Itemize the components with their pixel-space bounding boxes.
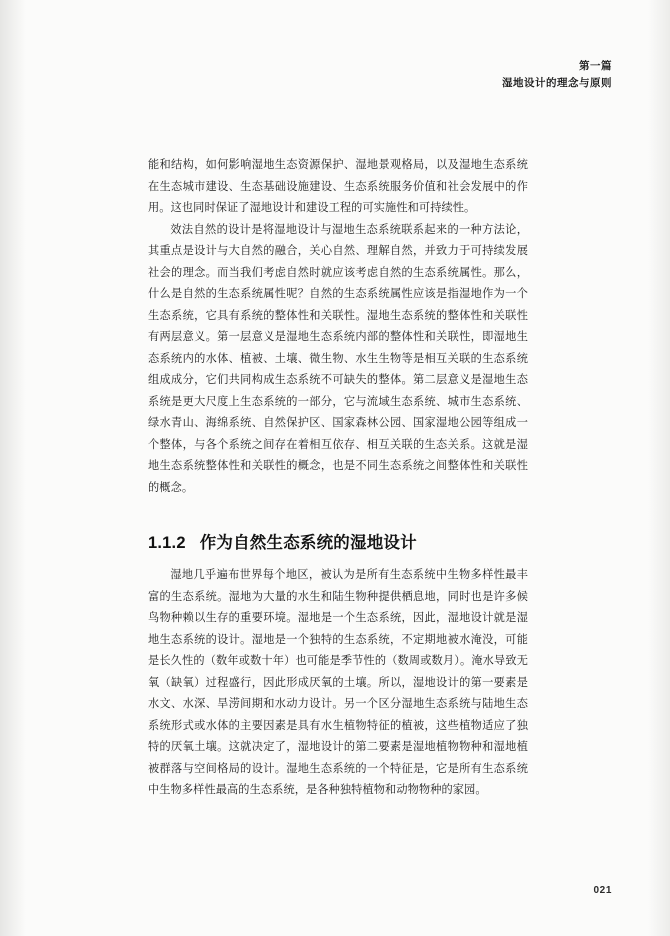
section-number: 1.1.2: [148, 534, 186, 552]
paragraph-nature-design: 效法自然的设计是将湿地设计与湿地生态系统联系起来的一种方法论，其重点是设计与大自然的融合，关心自然、理解自然，并致力于可持续发展社会的理念。而当我们考虑自然时就应该考虑自然的生态系统属性。那么，什么是自然的生态系统属性呢？自然的生态系统属性应该是指湿地作为一个生态系统，它具有系统的整体性和关联性。湿地生态系统的整体性和关联性有两层意义。第一层意义是湿地生态系统内部的整体性和关联性，即湿地生态系统内的水体、植被、土壤、微生物、水生生物等是相互关联的生态系统组成成分，它们共同构成生态系统不可缺失的整体。第二层意义是湿地生态系统是更大尺度上生态系统的一部分，它与流域生态系统、城市生态系统、绿水青山、海绵系统、自然保护区、国家森林公园、国家湿地公园等组成一个整体，与各个系统之间存在着相互依存、相互关联的生态关系。这就是湿地生态系统整体性和关联性的概念，也是不同生态系统之间整体性和关联性的概念。: [148, 223, 528, 494]
running-head: [502, 58, 612, 93]
page-number: 021: [593, 885, 612, 896]
running-head-part-label: 第一篇: [579, 60, 612, 72]
running-head-chapter-label: 湿地设计的理念与原则: [502, 77, 612, 90]
paragraph-continuation: 能和结构，如何影响湿地生态资源保护、湿地景观格局，以及湿地生态系统在生态城市建设、生态基础设施建设、生态系统服务价值和社会发展中的作用。这也同时保证了湿地设计和建设工程的可实施性和可持续性。: [148, 159, 528, 214]
section-title: 作为自然生态系统的湿地设计: [199, 534, 417, 552]
section-heading: [148, 529, 528, 553]
paragraph-wetland-ecosystem: 湿地几乎遍布世界每个地区，被认为是所有生态系统中生物多样性最丰富的生态系统。湿地为大量的水生和陆生物种提供栖息地，同时也是许多候鸟物种赖以生存的重要环境。湿地是一个生态系统，因此，湿地设计就是湿地生态系统的设计。湿地是一个独特的生态系统，不定期地被水淹没，可能是长久性的（数年或数十年）也可能是季节性的（数周或数月）。淹水导致无氧（缺氧）过程盛行，因此形成厌氧的土壤。所以，湿地设计的第一要素是水文、水深、旱涝间期和水动力设计。另一个区分湿地生态系统与陆地生态系统形式或水体的主要因素是具有水生植物特征的植被，这些植物适应了独特的厌氧土壤。这就决定了，湿地设计的第二要素是湿地植物物种和湿地植被群落与空间格局的设计。湿地生态系统的一个特征是，它是所有生态系统中生物多样性最高的生态系统，是各种独特植物和动物物种的家园。: [148, 569, 528, 796]
page-content: [148, 155, 528, 802]
